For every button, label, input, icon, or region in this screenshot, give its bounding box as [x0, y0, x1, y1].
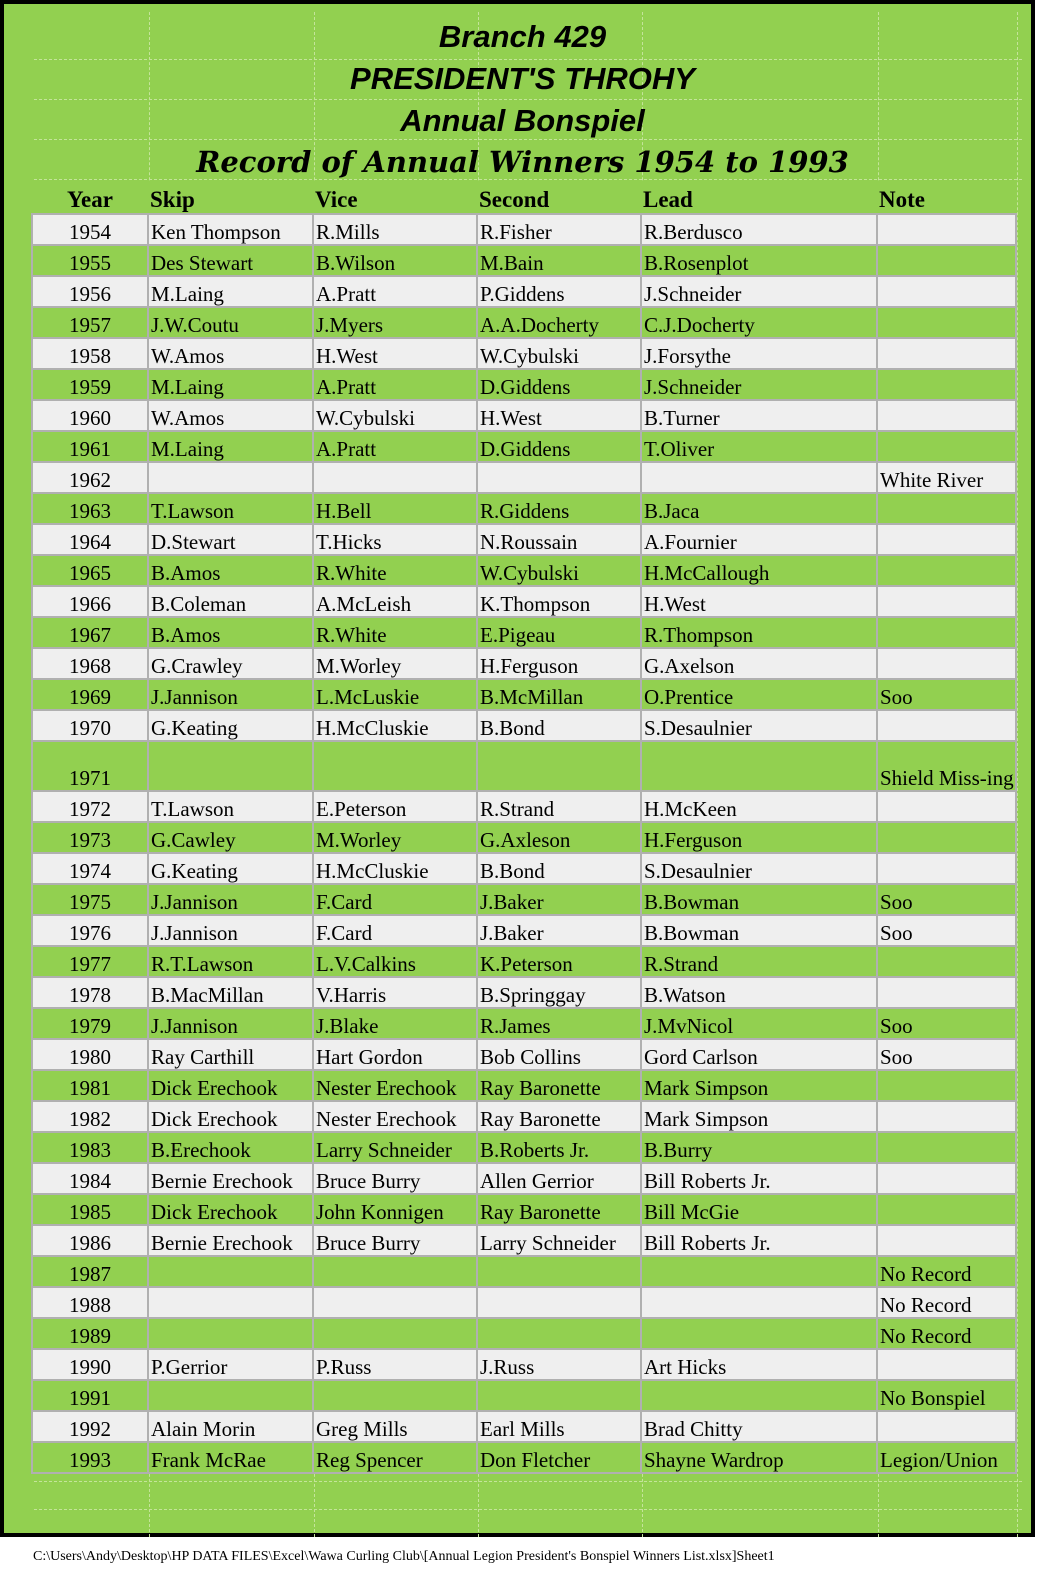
- cell-year: 1971: [32, 741, 148, 791]
- cell-lead: S.Desaulnier: [641, 710, 877, 741]
- cell-skip: G.Cawley: [148, 822, 313, 853]
- cell-year: 1993: [32, 1442, 148, 1473]
- cell-lead: G.Axelson: [641, 648, 877, 679]
- cell-vice: [313, 462, 477, 493]
- cell-second: [477, 1256, 641, 1287]
- cell-second: R.Strand: [477, 791, 641, 822]
- cell-year: 1989: [32, 1318, 148, 1349]
- cell-year: 1968: [32, 648, 148, 679]
- cell-note: [877, 214, 1016, 245]
- cell-year: 1985: [32, 1194, 148, 1225]
- cell-second: D.Giddens: [477, 431, 641, 462]
- cell-note: [877, 1070, 1016, 1101]
- cell-note: [877, 431, 1016, 462]
- cell-second: J.Baker: [477, 884, 641, 915]
- cell-lead: [641, 741, 877, 791]
- cell-year: 1955: [32, 245, 148, 276]
- cell-skip: Dick Erechook: [148, 1101, 313, 1132]
- cell-vice: John Konnigen: [313, 1194, 477, 1225]
- header-skip: Skip: [148, 182, 313, 214]
- cell-skip: R.T.Lawson: [148, 946, 313, 977]
- cell-vice: Nester Erechook: [313, 1101, 477, 1132]
- table-row: [32, 946, 1016, 977]
- cell-skip: J.Jannison: [148, 915, 313, 946]
- cell-skip: G.Keating: [148, 853, 313, 884]
- cell-lead: B.Bowman: [641, 884, 877, 915]
- cell-note: [877, 586, 1016, 617]
- cell-year: 1970: [32, 710, 148, 741]
- cell-second: [477, 462, 641, 493]
- cell-note: No Record: [877, 1318, 1016, 1349]
- cell-year: 1987: [32, 1256, 148, 1287]
- cell-note: [877, 822, 1016, 853]
- table-row: [32, 1194, 1016, 1225]
- cell-skip: Dick Erechook: [148, 1194, 313, 1225]
- table-row: [32, 1101, 1016, 1132]
- cell-second: D.Giddens: [477, 369, 641, 400]
- cell-vice: [313, 1256, 477, 1287]
- table-row: [32, 679, 1016, 710]
- table-row: [32, 307, 1016, 338]
- cell-skip: M.Laing: [148, 431, 313, 462]
- cell-second: Bob Collins: [477, 1039, 641, 1070]
- cell-skip: J.Jannison: [148, 1008, 313, 1039]
- cell-second: Ray Baronette: [477, 1194, 641, 1225]
- cell-vice: [313, 1287, 477, 1318]
- cell-lead: H.West: [641, 586, 877, 617]
- cell-second: N.Roussain: [477, 524, 641, 555]
- cell-lead: Bill McGie: [641, 1194, 877, 1225]
- cell-note: Legion/Union: [877, 1442, 1016, 1473]
- cell-lead: J.Forsythe: [641, 338, 877, 369]
- cell-lead: H.Ferguson: [641, 822, 877, 853]
- cell-skip: J.Jannison: [148, 884, 313, 915]
- cell-skip: Bernie Erechook: [148, 1225, 313, 1256]
- header-vice: Vice: [313, 182, 477, 214]
- cell-second: B.Bond: [477, 853, 641, 884]
- cell-note: No Bonspiel: [877, 1380, 1016, 1411]
- table-row: [32, 1287, 1016, 1318]
- cell-year: 1991: [32, 1380, 148, 1411]
- cell-note: Soo: [877, 1008, 1016, 1039]
- cell-year: 1982: [32, 1101, 148, 1132]
- cell-vice: H.McCluskie: [313, 853, 477, 884]
- cell-vice: W.Cybulski: [313, 400, 477, 431]
- table-row: [32, 915, 1016, 946]
- header-note: Note: [877, 182, 1016, 214]
- table-row: [32, 1070, 1016, 1101]
- table-row: [32, 822, 1016, 853]
- cell-note: [877, 648, 1016, 679]
- table-row: [32, 1411, 1016, 1442]
- cell-vice: Bruce Burry: [313, 1225, 477, 1256]
- cell-note: Soo: [877, 679, 1016, 710]
- table-row: [32, 1256, 1016, 1287]
- cell-vice: Hart Gordon: [313, 1039, 477, 1070]
- cell-note: [877, 369, 1016, 400]
- title-bonspiel: Annual Bonspiel: [400, 103, 645, 138]
- cell-year: 1954: [32, 214, 148, 245]
- cell-note: [877, 1194, 1016, 1225]
- title-record: Record of Annual Winners 1954 to 1993: [196, 145, 849, 179]
- cell-lead: C.J.Docherty: [641, 307, 877, 338]
- cell-lead: [641, 1318, 877, 1349]
- cell-year: 1965: [32, 555, 148, 586]
- cell-skip: Des Stewart: [148, 245, 313, 276]
- cell-note: [877, 276, 1016, 307]
- cell-vice: B.Wilson: [313, 245, 477, 276]
- cell-skip: B.Erechook: [148, 1132, 313, 1163]
- cell-vice: [313, 1380, 477, 1411]
- cell-year: 1980: [32, 1039, 148, 1070]
- cell-second: Larry Schneider: [477, 1225, 641, 1256]
- cell-lead: B.Turner: [641, 400, 877, 431]
- cell-vice: T.Hicks: [313, 524, 477, 555]
- cell-note: [877, 1225, 1016, 1256]
- cell-lead: B.Burry: [641, 1132, 877, 1163]
- cell-vice: P.Russ: [313, 1349, 477, 1380]
- cell-lead: B.Jaca: [641, 493, 877, 524]
- cell-second: [477, 741, 641, 791]
- cell-second: Ray Baronette: [477, 1101, 641, 1132]
- title-trophy: PRESIDENT'S THROHY: [350, 61, 695, 96]
- cell-lead: T.Oliver: [641, 431, 877, 462]
- cell-note: [877, 245, 1016, 276]
- cell-vice: [313, 1318, 477, 1349]
- cell-vice: H.McCluskie: [313, 710, 477, 741]
- table-row: [32, 524, 1016, 555]
- cell-skip: [148, 1318, 313, 1349]
- cell-skip: Ray Carthill: [148, 1039, 313, 1070]
- header-row: [32, 182, 1016, 214]
- cell-lead: J.Schneider: [641, 369, 877, 400]
- cell-vice: Nester Erechook: [313, 1070, 477, 1101]
- table-row: [32, 710, 1016, 741]
- table-row: [32, 555, 1016, 586]
- cell-note: [877, 524, 1016, 555]
- table-row: [32, 586, 1016, 617]
- cell-year: 1979: [32, 1008, 148, 1039]
- cell-lead: B.Watson: [641, 977, 877, 1008]
- cell-second: B.McMillan: [477, 679, 641, 710]
- table-row: [32, 493, 1016, 524]
- cell-skip: M.Laing: [148, 369, 313, 400]
- cell-vice: L.McLuskie: [313, 679, 477, 710]
- cell-skip: D.Stewart: [148, 524, 313, 555]
- cell-lead: A.Fournier: [641, 524, 877, 555]
- cell-skip: Alain Morin: [148, 1411, 313, 1442]
- cell-year: 1975: [32, 884, 148, 915]
- cell-note: [877, 338, 1016, 369]
- cell-note: [877, 1101, 1016, 1132]
- cell-vice: J.Myers: [313, 307, 477, 338]
- cell-vice: A.McLeish: [313, 586, 477, 617]
- table-row: [32, 1132, 1016, 1163]
- cell-year: 1956: [32, 276, 148, 307]
- table-row: [32, 1318, 1016, 1349]
- cell-lead: R.Strand: [641, 946, 877, 977]
- cell-lead: Mark Simpson: [641, 1101, 877, 1132]
- cell-lead: O.Prentice: [641, 679, 877, 710]
- cell-lead: Mark Simpson: [641, 1070, 877, 1101]
- cell-vice: Reg Spencer: [313, 1442, 477, 1473]
- cell-vice: A.Pratt: [313, 276, 477, 307]
- cell-lead: [641, 1287, 877, 1318]
- table-row: [32, 884, 1016, 915]
- cell-note: [877, 946, 1016, 977]
- table-row: [32, 791, 1016, 822]
- cell-second: K.Thompson: [477, 586, 641, 617]
- table-row: [32, 741, 1016, 791]
- table-row: [32, 1163, 1016, 1194]
- header-year: Year: [32, 182, 148, 214]
- cell-year: 1976: [32, 915, 148, 946]
- cell-skip: T.Lawson: [148, 791, 313, 822]
- cell-year: 1981: [32, 1070, 148, 1101]
- cell-second: K.Peterson: [477, 946, 641, 977]
- cell-note: [877, 1411, 1016, 1442]
- cell-note: [877, 710, 1016, 741]
- cell-year: 1964: [32, 524, 148, 555]
- cell-year: 1978: [32, 977, 148, 1008]
- cell-year: 1974: [32, 853, 148, 884]
- cell-skip: G.Keating: [148, 710, 313, 741]
- winners-table: [31, 182, 1017, 1474]
- cell-year: 1958: [32, 338, 148, 369]
- cell-lead: H.McCallough: [641, 555, 877, 586]
- cell-lead: R.Berdusco: [641, 214, 877, 245]
- table-row: [32, 1380, 1016, 1411]
- cell-year: 1969: [32, 679, 148, 710]
- cell-year: 1972: [32, 791, 148, 822]
- cell-second: H.Ferguson: [477, 648, 641, 679]
- cell-vice: F.Card: [313, 884, 477, 915]
- table-row: [32, 431, 1016, 462]
- cell-year: 1963: [32, 493, 148, 524]
- cell-skip: W.Amos: [148, 400, 313, 431]
- cell-second: H.West: [477, 400, 641, 431]
- cell-note: [877, 1132, 1016, 1163]
- cell-vice: R.White: [313, 555, 477, 586]
- cell-skip: B.Amos: [148, 617, 313, 648]
- cell-year: 1988: [32, 1287, 148, 1318]
- cell-second: M.Bain: [477, 245, 641, 276]
- cell-skip: [148, 1380, 313, 1411]
- cell-lead: H.McKeen: [641, 791, 877, 822]
- cell-lead: Bill Roberts Jr.: [641, 1225, 877, 1256]
- title-branch: Branch 429: [438, 19, 607, 54]
- cell-vice: J.Blake: [313, 1008, 477, 1039]
- cell-second: B.Roberts Jr.: [477, 1132, 641, 1163]
- cell-year: 1967: [32, 617, 148, 648]
- cell-vice: H.Bell: [313, 493, 477, 524]
- table-row: [32, 245, 1016, 276]
- cell-skip: Frank McRae: [148, 1442, 313, 1473]
- table-row: [32, 648, 1016, 679]
- cell-lead: Art Hicks: [641, 1349, 877, 1380]
- cell-skip: B.Amos: [148, 555, 313, 586]
- cell-note: Shield Miss-ing: [877, 741, 1016, 791]
- cell-lead: R.Thompson: [641, 617, 877, 648]
- cell-vice: L.V.Calkins: [313, 946, 477, 977]
- cell-note: [877, 791, 1016, 822]
- cell-lead: [641, 462, 877, 493]
- cell-second: Allen Gerrior: [477, 1163, 641, 1194]
- cell-second: R.James: [477, 1008, 641, 1039]
- cell-skip: [148, 741, 313, 791]
- cell-year: 1992: [32, 1411, 148, 1442]
- cell-lead: [641, 1380, 877, 1411]
- table-row: [32, 369, 1016, 400]
- cell-skip: M.Laing: [148, 276, 313, 307]
- table-row: [32, 1039, 1016, 1070]
- cell-second: R.Giddens: [477, 493, 641, 524]
- cell-year: 1961: [32, 431, 148, 462]
- cell-second: [477, 1318, 641, 1349]
- cell-note: No Record: [877, 1287, 1016, 1318]
- cell-second: J.Baker: [477, 915, 641, 946]
- table-row: [32, 338, 1016, 369]
- cell-vice: Greg Mills: [313, 1411, 477, 1442]
- cell-lead: J.MvNicol: [641, 1008, 877, 1039]
- cell-year: 1983: [32, 1132, 148, 1163]
- cell-skip: T.Lawson: [148, 493, 313, 524]
- cell-lead: B.Bowman: [641, 915, 877, 946]
- cell-skip: Dick Erechook: [148, 1070, 313, 1101]
- cell-second: Earl Mills: [477, 1411, 641, 1442]
- cell-note: [877, 307, 1016, 338]
- cell-second: [477, 1287, 641, 1318]
- cell-skip: B.Coleman: [148, 586, 313, 617]
- cell-vice: R.White: [313, 617, 477, 648]
- cell-second: Ray Baronette: [477, 1070, 641, 1101]
- cell-skip: J.Jannison: [148, 679, 313, 710]
- cell-skip: P.Gerrior: [148, 1349, 313, 1380]
- cell-vice: M.Worley: [313, 822, 477, 853]
- cell-year: 1966: [32, 586, 148, 617]
- cell-year: 1957: [32, 307, 148, 338]
- cell-skip: [148, 462, 313, 493]
- cell-skip: G.Crawley: [148, 648, 313, 679]
- cell-note: [877, 400, 1016, 431]
- cell-note: No Record: [877, 1256, 1016, 1287]
- table-row: [32, 276, 1016, 307]
- cell-second: A.A.Docherty: [477, 307, 641, 338]
- cell-year: 1977: [32, 946, 148, 977]
- table-row: [32, 1008, 1016, 1039]
- cell-note: White River: [877, 462, 1016, 493]
- cell-second: W.Cybulski: [477, 338, 641, 369]
- cell-note: [877, 853, 1016, 884]
- table-row: [32, 214, 1016, 245]
- cell-lead: Bill Roberts Jr.: [641, 1163, 877, 1194]
- table-row: [32, 400, 1016, 431]
- cell-lead: B.Rosenplot: [641, 245, 877, 276]
- cell-note: [877, 977, 1016, 1008]
- cell-year: 1962: [32, 462, 148, 493]
- cell-note: Soo: [877, 915, 1016, 946]
- cell-note: [877, 493, 1016, 524]
- cell-skip: [148, 1287, 313, 1318]
- header-lead: Lead: [641, 182, 877, 214]
- cell-year: 1990: [32, 1349, 148, 1380]
- cell-note: Soo: [877, 1039, 1016, 1070]
- cell-second: B.Springgay: [477, 977, 641, 1008]
- cell-year: 1959: [32, 369, 148, 400]
- table-row: [32, 1442, 1016, 1473]
- header-second: Second: [477, 182, 641, 214]
- cell-lead: Brad Chitty: [641, 1411, 877, 1442]
- table-row: [32, 977, 1016, 1008]
- cell-second: Don Fletcher: [477, 1442, 641, 1473]
- cell-second: [477, 1380, 641, 1411]
- cell-note: [877, 1349, 1016, 1380]
- cell-vice: H.West: [313, 338, 477, 369]
- cell-skip: Ken Thompson: [148, 214, 313, 245]
- cell-year: 1986: [32, 1225, 148, 1256]
- cell-vice: F.Card: [313, 915, 477, 946]
- cell-second: B.Bond: [477, 710, 641, 741]
- cell-second: W.Cybulski: [477, 555, 641, 586]
- cell-skip: W.Amos: [148, 338, 313, 369]
- cell-year: 1984: [32, 1163, 148, 1194]
- cell-vice: [313, 741, 477, 791]
- cell-lead: J.Schneider: [641, 276, 877, 307]
- table-row: [32, 1225, 1016, 1256]
- cell-note: [877, 617, 1016, 648]
- cell-vice: A.Pratt: [313, 431, 477, 462]
- cell-year: 1960: [32, 400, 148, 431]
- cell-second: J.Russ: [477, 1349, 641, 1380]
- cell-second: G.Axleson: [477, 822, 641, 853]
- cell-second: P.Giddens: [477, 276, 641, 307]
- cell-vice: Bruce Burry: [313, 1163, 477, 1194]
- cell-second: E.Pigeau: [477, 617, 641, 648]
- cell-skip: J.W.Coutu: [148, 307, 313, 338]
- cell-year: 1973: [32, 822, 148, 853]
- cell-note: [877, 555, 1016, 586]
- cell-vice: E.Peterson: [313, 791, 477, 822]
- cell-note: Soo: [877, 884, 1016, 915]
- table-row: [32, 1349, 1016, 1380]
- cell-vice: R.Mills: [313, 214, 477, 245]
- cell-vice: M.Worley: [313, 648, 477, 679]
- cell-note: [877, 1163, 1016, 1194]
- cell-skip: B.MacMillan: [148, 977, 313, 1008]
- cell-lead: Gord Carlson: [641, 1039, 877, 1070]
- cell-vice: Larry Schneider: [313, 1132, 477, 1163]
- cell-skip: Bernie Erechook: [148, 1163, 313, 1194]
- cell-vice: A.Pratt: [313, 369, 477, 400]
- cell-lead: S.Desaulnier: [641, 853, 877, 884]
- cell-skip: [148, 1256, 313, 1287]
- file-path-footer: C:\Users\Andy\Desktop\HP DATA FILES\Excel\Wawa Curling Club\[Annual Legion President's Bonspiel Winners List.xlsx]Sheet1: [33, 1549, 775, 1564]
- table-row: [32, 617, 1016, 648]
- cell-lead: Shayne Wardrop: [641, 1442, 877, 1473]
- table-row: [32, 462, 1016, 493]
- cell-second: R.Fisher: [477, 214, 641, 245]
- cell-lead: [641, 1256, 877, 1287]
- cell-vice: V.Harris: [313, 977, 477, 1008]
- table-row: [32, 853, 1016, 884]
